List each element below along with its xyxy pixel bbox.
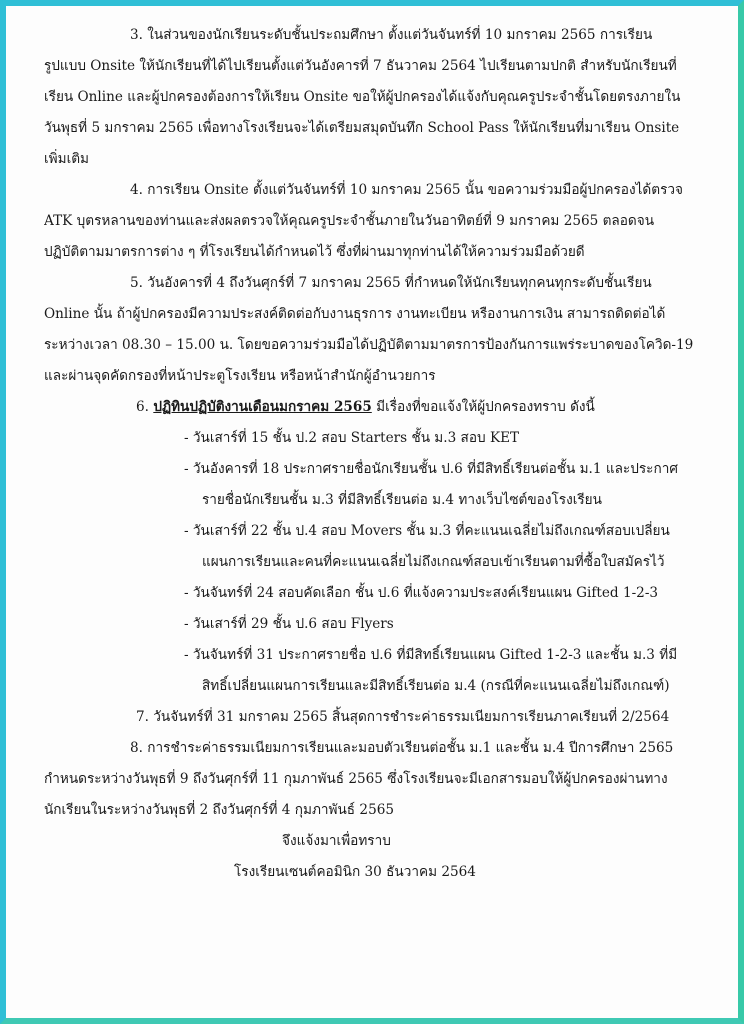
calendar-bullet-continuation: รายชื่อนักเรียนชั้น ม.3 ที่มีสิทธิ์เรียนต่อ ม.4 ทางเว็บไซต์ของโรงเรียน (202, 492, 602, 508)
item-5-line-1: 5. วันอังคารที่ 4 ถึงวันศุกร์ที่ 7 มกราคม 2565 ที่กำหนดให้นักเรียนทุกคนทุกระดับชั้นเรียน (130, 275, 652, 291)
document-page (44, 20, 708, 1004)
calendar-bullet: - วันจันทร์ที่ 24 สอบคัดเลือก ชั้น ป.6 ที่แจ้งความประสงค์เรียนแผน Gifted 1-2-3 (184, 585, 659, 601)
signature-line: โรงเรียนเซนต์คอมินิก 30 ธันวาคม 2564 (234, 864, 476, 880)
calendar-bullet: - วันเสาร์ที่ 15 ชั้น ป.2 สอบ Starters ชั้น ม.3 สอบ KET (184, 430, 520, 446)
item-8-line-1: 8. การชำระค่าธรรมเนียมการเรียนและมอบตัวเรียนต่อชั้น ม.1 และชั้น ม.4 ปีการศึกษา 2565 (130, 740, 674, 756)
item-6-number: 6. (136, 399, 149, 415)
item-7-line: 7. วันจันทร์ที่ 31 มกราคม 2565 สิ้นสุดการชำระค่าธรรมเนียมการเรียนภาคเรียนที่ 2/2564 (136, 709, 670, 725)
item-3-line-5: เพิ่มเติม (44, 151, 90, 167)
item-3-line-1: 3. ในส่วนของนักเรียนระดับชั้นประถมศึกษา ตั้งแต่วันจันทร์ที่ 10 มกราคม 2565 การเรียน (130, 27, 653, 43)
item-3-line-4: วันพุธที่ 5 มกราคม 2565 เพื่อทางโรงเรียนจะได้เตรียมสมุดบันทึก School Pass ให้นักเรียนที่มาเรียน Onsite (44, 120, 680, 136)
calendar-bullet-continuation: สิทธิ์เปลี่ยนแผนการเรียนและมีสิทธิ์เรียนต่อ ม.4 (กรณีที่คะแนนเฉลี่ยไม่ถึงเกณฑ์) (202, 678, 670, 694)
item-4-line-1: 4. การเรียน Onsite ตั้งแต่วันจันทร์ที่ 10 มกราคม 2565 นั้น ขอความร่วมมือผู้ปกครองได้ตรวจ (130, 182, 683, 198)
calendar-bullet: - วันอังคารที่ 18 ประกาศรายชื่อนักเรียนชั้น ป.6 ที่มีสิทธิ์เรียนต่อชั้น ม.1 และประกาศ (184, 461, 678, 477)
item-3-line-3: เรียน Online และผู้ปกครองต้องการให้เรียน Onsite ขอให้ผู้ปกครองได้แจ้งกับคุณครูประจำชั้นโดยตรงภายใน (44, 89, 681, 105)
item-4-line-2: ATK บุตรหลานของท่านและส่งผลตรวจให้คุณครูประจำชั้นภายในวันอาทิตย์ที่ 9 มกราคม 2565 ตลอดจน (44, 213, 655, 229)
item-5-line-4: และผ่านจุดคัดกรองที่หน้าประตูโรงเรียน หรือหน้าสำนักผู้อำนวยการ (44, 368, 436, 384)
closing-text: จึงแจ้งมาเพื่อทราบ (282, 833, 391, 849)
item-6-heading: ปฏิทินปฏิบัติงานเดือนมกราคม 2565 (153, 399, 372, 415)
item-5-line-2: Online นั้น ถ้าผู้ปกครองมีความประสงค์ติดต่อกับงานธุรการ งานทะเบียน หรืองานการเงิน สามารถติดต่อได้ (44, 306, 666, 322)
item-3-line-2: รูปแบบ Onsite ให้นักเรียนที่ได้ไปเรียนตั้งแต่วันอังคารที่ 7 ธันวาคม 2564 ไปเรียนตามปกติ สำหรับนักเรียนที่ (44, 58, 677, 74)
item-6-heading-line (44, 392, 708, 423)
calendar-bullet-continuation: แผนการเรียนและคนที่คะแนนเฉลี่ยไม่ถึงเกณฑ์สอบเข้าเรียนตามที่ซื้อใบสมัครไว้ (202, 554, 665, 570)
calendar-bullet: - วันจันทร์ที่ 31 ประกาศรายชื่อ ป.6 ที่มีสิทธิ์เรียนแผน Gifted 1-2-3 และชั้น ม.3 ที่มี (184, 647, 678, 663)
calendar-bullet: - วันเสาร์ที่ 22 ชั้น ป.4 สอบ Movers ชั้น ม.3 ที่คะแนนเฉลี่ยไม่ถึงเกณฑ์สอบเปลี่ยน (184, 523, 670, 539)
item-8-line-2: กำหนดระหว่างวันพุธที่ 9 ถึงวันศุกร์ที่ 11 กุมภาพันธ์ 2565 ซึ่งโรงเรียนจะมีเอกสารมอบให้ผู้ปกครองผ่านทาง (44, 771, 668, 787)
item-8-line-3: นักเรียนในระหว่างวันพุธที่ 2 ถึงวันศุกร์ที่ 4 กุมภาพันธ์ 2565 (44, 802, 395, 818)
item-5-line-3: ระหว่างเวลา 08.30 – 15.00 น. โดยขอความร่วมมือได้ปฏิบัติตามมาตรการป้องกันการแพร่ระบาดของโควิด-19 (44, 337, 694, 353)
item-4-line-3: ปฏิบัติตามมาตรการต่าง ๆ ที่โรงเรียนได้กำหนดไว้ ซึ่งที่ผ่านมาทุกท่านได้ให้ความร่วมมือด้วยดี (44, 244, 585, 260)
item-6-tail: มีเรื่องที่ขอแจ้งให้ผู้ปกครองทราบ ดังนี้ (376, 399, 595, 415)
calendar-bullet: - วันเสาร์ที่ 29 ชั้น ป.6 สอบ Flyers (184, 616, 394, 632)
